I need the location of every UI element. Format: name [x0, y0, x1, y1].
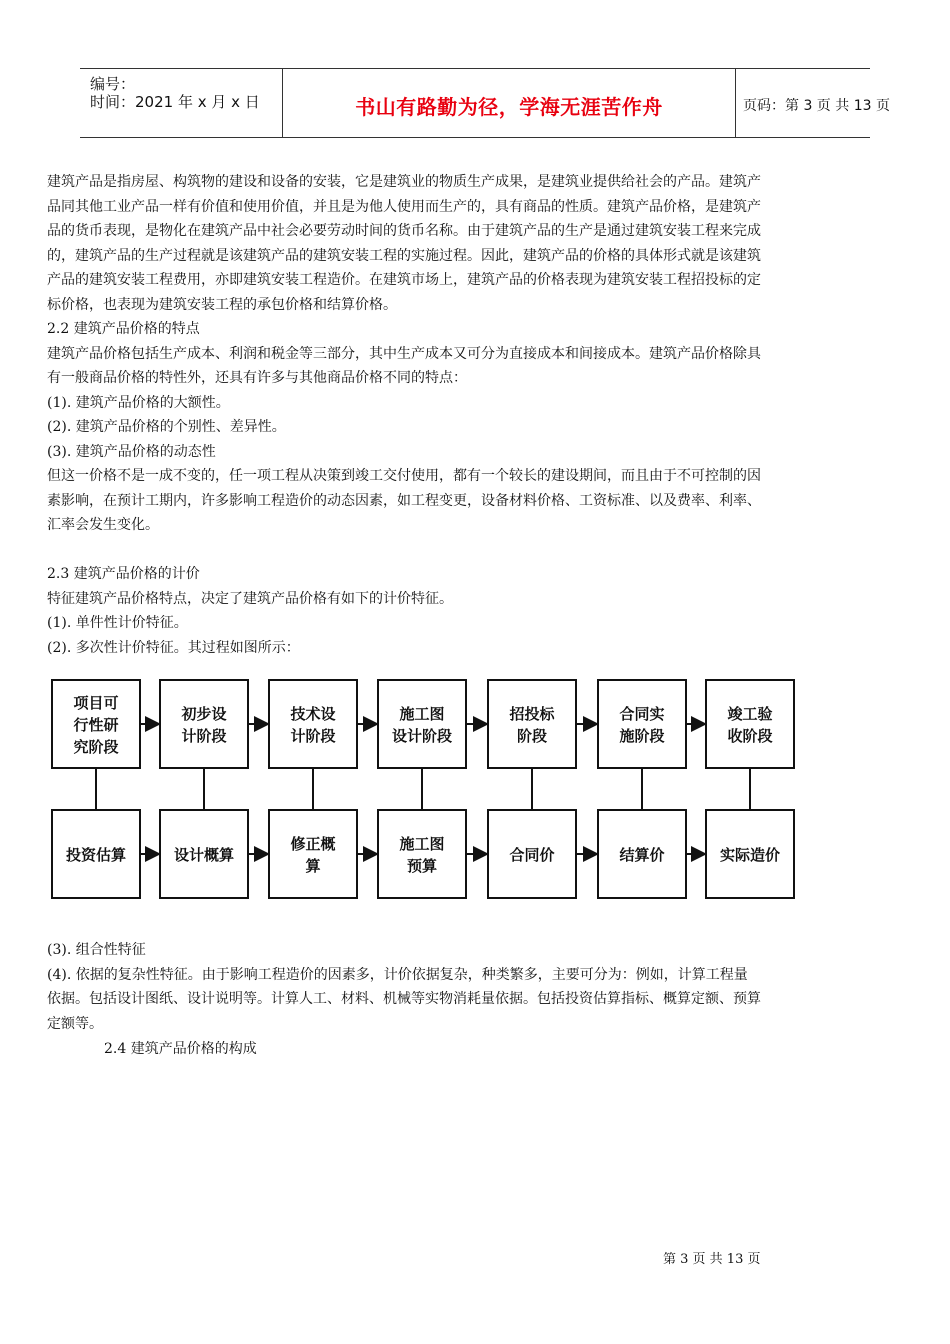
price-label: 合同价 [509, 846, 555, 864]
stage-box [706, 680, 794, 768]
text-line: 产品的建筑安装工程费用，亦即建筑安装工程造价。在建筑市场上，建筑产品的价格表现为建筑安装工程招投标的定 [47, 272, 761, 288]
list-item: (2). 建筑产品价格的个别性、差异性。 [47, 419, 286, 435]
section-heading: 2.3 建筑产品价格的计价 [47, 566, 200, 582]
time-label: 时间：2021 年 x 月 x 日 [90, 93, 260, 111]
section-2-2 [47, 317, 761, 538]
code-label: 编号： [90, 75, 136, 93]
text-line: 有一般商品价格的特性外，还具有许多与其他商品价格不同的特点： [47, 370, 467, 386]
price-label: 结算价 [619, 846, 665, 864]
stage-label: 项目可 [73, 694, 119, 712]
price-label: 设计概算 [173, 846, 235, 864]
price-box [378, 810, 466, 898]
stage-label: 竣工验 [727, 705, 773, 723]
list-item: (1). 建筑产品价格的大额性。 [47, 394, 230, 411]
paragraph-intro [47, 170, 761, 317]
text-line: 建筑产品是指房屋、构筑物的建设和设备的安装，它是建筑业的物质生产成果，是建筑业提供给社会的产品。建筑产 [47, 174, 761, 190]
text-line: 依据。包括设计图纸、设计说明等。计算人工、材料、机械等实物消耗量依据。包括投资估算指标、概算定额、预算 [47, 991, 761, 1007]
stage-label: 究阶段 [73, 738, 119, 756]
text-line: 建筑产品价格包括生产成本、利润和税金等三部分，其中生产成本又可分为直接成本和间接成本。建筑产品价格除具 [47, 345, 761, 362]
stage-box [269, 680, 357, 768]
stage-label: 施阶段 [619, 727, 665, 745]
stage-label: 行性研 [73, 716, 119, 734]
stage-label: 设计阶段 [391, 727, 453, 745]
page-label: 页码：第 3 页 共 13 页 [743, 98, 890, 114]
price-label: 实际造价 [719, 846, 781, 864]
text-line: 品的货币表现，是物化在建筑产品中社会必要劳动时间的货币名称。由于建筑产品的生产是通过建筑安装工程来完成 [47, 223, 761, 239]
stage-label: 招投标 [509, 705, 555, 723]
text-line: 品同其他工业产品一样有价值和使用价值，并且是为他人使用而生产的，具有商品的性质。建筑产品价格，是建筑产 [47, 198, 761, 215]
text-line: 素影响，在预计工期内，许多影响工程造价的动态因素，如工程变更，设备材料价格、工资标准、以及费率、利率、 [47, 492, 761, 509]
list-item: (3). 建筑产品价格的动态性 [47, 443, 216, 460]
header-left-cell [80, 69, 282, 137]
price-label: 投资估算 [65, 846, 127, 864]
footer-page-number: 第 3 页 共 13 页 [663, 1252, 761, 1267]
stage-label: 收阶段 [727, 727, 773, 745]
stage-label: 阶段 [516, 727, 548, 745]
section-heading: 2.2 建筑产品价格的特点 [47, 321, 200, 337]
pricing-flow-diagram [47, 675, 807, 911]
section-2-3 [47, 562, 453, 660]
stage-label: 施工图 [399, 705, 445, 723]
price-label: 预算 [406, 857, 438, 875]
stage-label: 技术设 [290, 705, 336, 723]
flow-diagram-svg [47, 675, 807, 907]
text-line: 汇率会发生变化。 [47, 517, 159, 533]
section-2-4-heading: 2.4 建筑产品价格的构成 [104, 1041, 257, 1057]
price-label: 算 [305, 857, 321, 875]
stage-box [488, 680, 576, 768]
stage-box [598, 680, 686, 768]
list-item: (3). 组合性特征 [47, 942, 146, 958]
section-features [47, 938, 761, 1036]
stage-box [160, 680, 248, 768]
header-page-cell [735, 69, 890, 137]
text-line: 但这一价格不是一成不变的，任一项工程从决策到竣工交付使用，都有一个较长的建设期间，而且由于不可控制的因 [47, 468, 761, 484]
price-box [269, 810, 357, 898]
stage-box [378, 680, 466, 768]
header-table [80, 68, 890, 138]
stage-label: 初步设 [181, 705, 227, 723]
stage-label: 计阶段 [290, 727, 336, 745]
text-line: 的，建筑产品的生产过程就是该建筑产品的建筑安装工程的实施过程。因此，建筑产品的价格的具体形式就是该建筑 [47, 247, 761, 264]
text-line: 定额等。 [47, 1015, 103, 1032]
motto: 书山有路勤为径，学海无涯苦作舟 [355, 95, 663, 119]
price-label: 修正概 [290, 835, 336, 853]
list-item: (2). 多次性计价特征。其过程如图所示： [47, 639, 300, 656]
text-line: 标价格，也表现为建筑安装工程的承包价格和结算价格。 [47, 296, 397, 313]
list-item: (4). 依据的复杂性特征。由于影响工程造价的因素多，计价依据复杂，种类繁多，主要可分为：例如，计算工程量 [47, 966, 748, 983]
list-item: (1). 单件性计价特征。 [47, 615, 188, 631]
text-line: 特征建筑产品价格特点，决定了建筑产品价格有如下的计价特征。 [47, 590, 453, 607]
header-motto-cell [282, 69, 736, 137]
stage-label: 合同实 [619, 705, 665, 723]
stage-label: 计阶段 [181, 727, 227, 745]
price-label: 施工图 [399, 835, 445, 853]
